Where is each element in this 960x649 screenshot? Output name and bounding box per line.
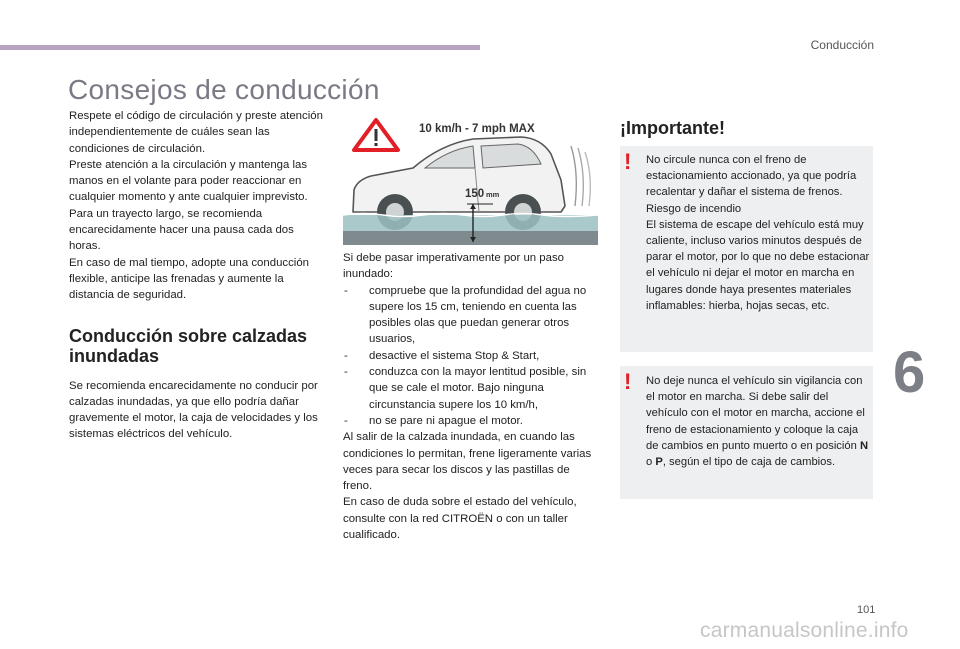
list-item: - no se pare ni apague el motor.	[343, 413, 601, 429]
list-item: - compruebe que la profundidad del agua no supere los 15 cm, teniendo en cuenta las posibles olas que puedan generar otros usuarios,	[343, 283, 601, 348]
important-heading: ¡Importante!	[620, 118, 725, 138]
exclamation-icon: !	[624, 369, 632, 394]
exclamation-icon: !	[624, 149, 632, 174]
depth-unit: mm	[486, 190, 500, 199]
warning-triangle-icon	[354, 120, 398, 150]
paragraph: Al salir de la calzada inundada, en cuando las condiciones lo permitan, frene ligeramente varias veces para secar los discos y las pastillas de freno.	[343, 431, 592, 493]
section-label: Conducción	[810, 38, 874, 52]
paragraph: Si debe pasar imperativamente por un paso inundado:	[343, 252, 564, 281]
list-item: - desactive el sistema Stop & Start,	[343, 348, 601, 364]
page-title: Consejos de conducción	[68, 74, 380, 105]
watermark: carmanualsonline.info	[700, 619, 909, 642]
paragraph: Se recomienda encarecidamente no conducir por calzadas inundadas, ya que ello podría dañar gravemente el motor, la caja de velocidades y los sistemas eléctricos del vehículo.	[69, 379, 318, 441]
header-accent-bar	[0, 45, 480, 50]
depth-value: 150	[465, 188, 485, 200]
paragraph: Preste atención a la circulación y mantenga las manos en el volante para poder reaccionar en cualquier momento y ante cualquier imprevisto.	[69, 158, 308, 204]
paragraph: No circule nunca con el freno de estacionamiento accionado, ya que podría recalentar y dañar el sistema de frenos.	[646, 154, 857, 199]
gear-position-n: N	[859, 439, 869, 452]
flooded-road-illustration	[343, 108, 598, 245]
water-level	[343, 214, 598, 246]
paragraph: No deje nunca el vehículo sin vigilancia con el motor en marcha. Si debe salir del vehículo con el motor en marcha, accione el freno de estacionamiento y coloque la caja de cambios en punto muerto o en posición N o P, según el tipo de caja de cambios.	[646, 375, 869, 469]
warning-text	[646, 373, 872, 470]
gear-position-p: P	[655, 456, 663, 469]
paragraph: En caso de mal tiempo, adopte una conducción flexible, anticipe las frenadas y aumente la distancia de seguridad.	[69, 256, 309, 302]
column-flooded-instructions	[343, 250, 601, 543]
instruction-list	[343, 283, 601, 430]
paragraph: Respete el código de circulación y preste atención independientemente de cuáles sean las condiciones de circulación.	[69, 110, 323, 155]
paragraph: El sistema de escape del vehículo está muy caliente, incluso varios minutos después de parar el motor, por lo que no debe estacionar el vehículo ni dejar el motor en marcha en lugares donde haya presentes materiales inflamables: hierba, hojas secas, etc.	[646, 218, 870, 312]
section-heading-flooded-roads: Conducción sobre calzadas inundadas	[69, 325, 308, 366]
chapter-number: 6	[893, 340, 926, 405]
list-item: - conduzca con la mayor lentitud posible, sin que se cale el motor. Bajo ninguna circunstancia supere los 10 km/h,	[343, 364, 601, 413]
warning-box-engine-running	[620, 366, 873, 499]
warning-box-parking-brake	[620, 146, 873, 352]
paragraph: Para un trayecto largo, se recomienda encarecidamente hacer una pausa cada dos horas.	[69, 207, 294, 253]
paragraph: En caso de duda sobre el estado del vehículo, consulte con la red CITROËN o con un taller cualificado.	[343, 496, 577, 542]
paragraph: Riesgo de incendio	[646, 202, 742, 215]
page-number: 101	[857, 604, 876, 616]
warning-text	[646, 152, 872, 314]
column-driving-advice	[69, 108, 325, 443]
speed-limit-label: 10 km/h - 7 mph MAX	[419, 123, 535, 135]
